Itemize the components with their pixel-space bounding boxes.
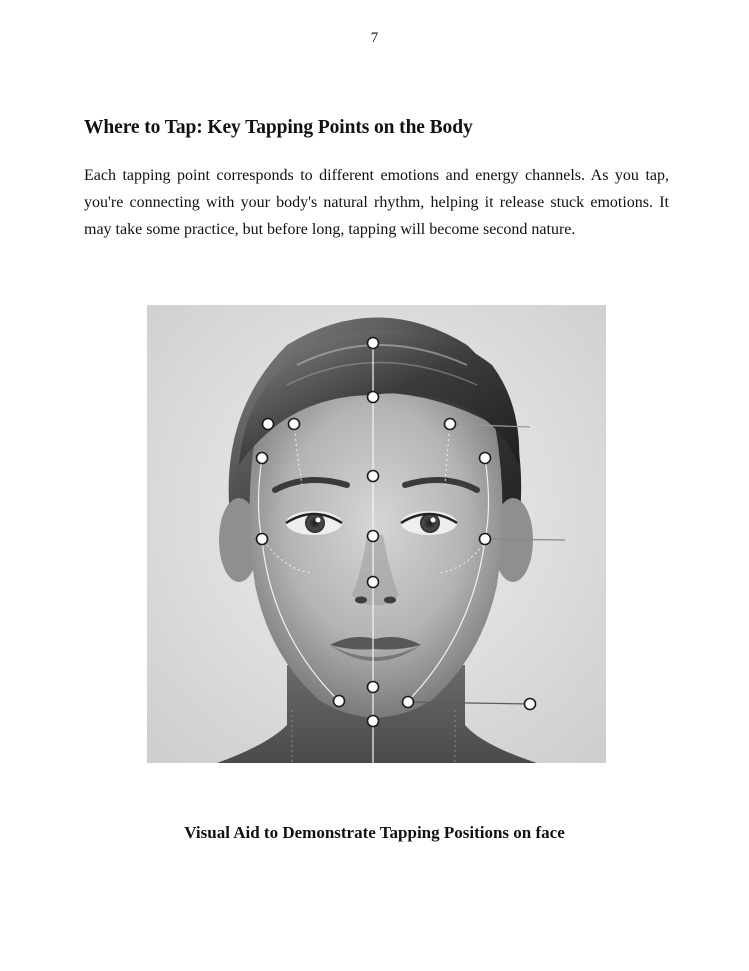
tapping-point-left-jaw bbox=[334, 696, 345, 707]
tapping-point-crown bbox=[368, 338, 379, 349]
tapping-point-left-hairline bbox=[263, 419, 274, 430]
left-nostril bbox=[355, 597, 367, 604]
tapping-point-left-side-eye bbox=[257, 534, 268, 545]
tapping-point-right-side-head bbox=[480, 453, 491, 464]
tapping-point-chin bbox=[368, 682, 379, 693]
tapping-point-third-eye bbox=[368, 471, 379, 482]
tapping-point-forehead bbox=[368, 392, 379, 403]
section-heading: Where to Tap: Key Tapping Points on the Body bbox=[84, 117, 473, 138]
tapping-point-right-temple bbox=[445, 419, 456, 430]
tapping-point-right-side-eye bbox=[480, 534, 491, 545]
face-illustration-icon bbox=[147, 305, 606, 763]
tapping-point-left-side-head bbox=[257, 453, 268, 464]
left-eye-glint bbox=[316, 518, 321, 523]
face-tapping-figure bbox=[147, 305, 606, 763]
tapping-point-pointer-end bbox=[525, 699, 536, 710]
right-eye-glint bbox=[431, 518, 436, 523]
tapping-point-left-temple bbox=[289, 419, 300, 430]
tapping-point-nose-bridge bbox=[368, 531, 379, 542]
tapping-point-under-chin bbox=[368, 716, 379, 727]
tapping-point-under-nose bbox=[368, 577, 379, 588]
right-nostril bbox=[384, 597, 396, 604]
page-number: 7 bbox=[370, 30, 379, 46]
figure-caption: Visual Aid to Demonstrate Tapping Positions on face bbox=[184, 823, 565, 842]
tapping-point-right-jaw bbox=[403, 697, 414, 708]
section-paragraph: Each tapping point corresponds to different emotions and energy channels. As you tap, you're connecting with your body's natural rhythm, helping it release stuck emotions. It may take some practice, but before long, tapping will become second nature. bbox=[84, 167, 669, 238]
